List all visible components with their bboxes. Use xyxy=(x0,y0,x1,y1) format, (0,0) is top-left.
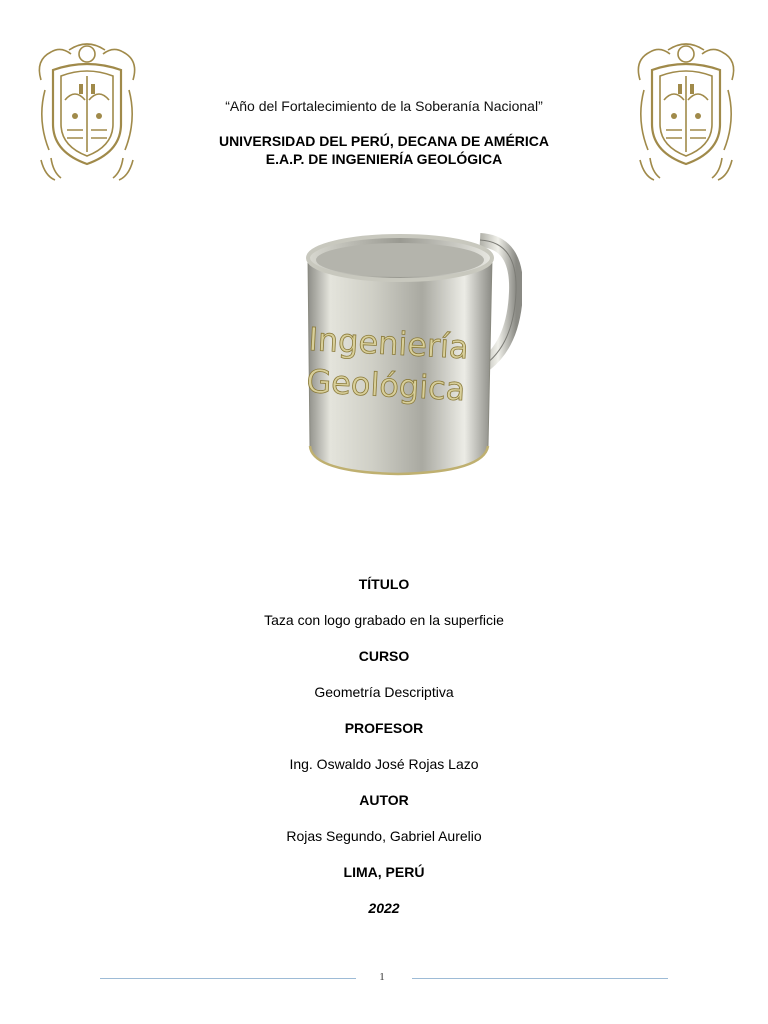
year: 2022 xyxy=(368,900,400,916)
school-name: E.A.P. DE INGENIERÍA GEOLÓGICA xyxy=(265,151,503,167)
course-heading: CURSO xyxy=(358,648,410,664)
page-number: 1 xyxy=(379,971,385,983)
title-heading: TÍTULO xyxy=(358,576,410,592)
mug-engraving-line2: Geológica xyxy=(305,362,467,409)
mug-engraving-line1: Ingeniería xyxy=(307,320,470,367)
professor-heading: PROFESOR xyxy=(344,720,424,736)
footer-rule-right xyxy=(412,978,668,979)
title-value: Taza con logo grabado en la superficie xyxy=(264,612,504,628)
institution-header xyxy=(0,132,768,168)
university-name: UNIVERSIDAD DEL PERÚ, DECANA DE AMÉRICA xyxy=(218,133,550,149)
national-motto: “Año del Fortalecimiento de la Soberanía Nacional” xyxy=(225,98,543,114)
course-value: Geometría Descriptiva xyxy=(314,684,454,700)
author-value: Rojas Segundo, Gabriel Aurelio xyxy=(286,828,482,844)
author-heading: AUTOR xyxy=(359,792,409,808)
footer-rule-left xyxy=(100,978,356,979)
mug-illustration xyxy=(300,232,522,478)
professor-value: Ing. Oswaldo José Rojas Lazo xyxy=(289,756,479,772)
place: LIMA, PERÚ xyxy=(343,864,425,880)
